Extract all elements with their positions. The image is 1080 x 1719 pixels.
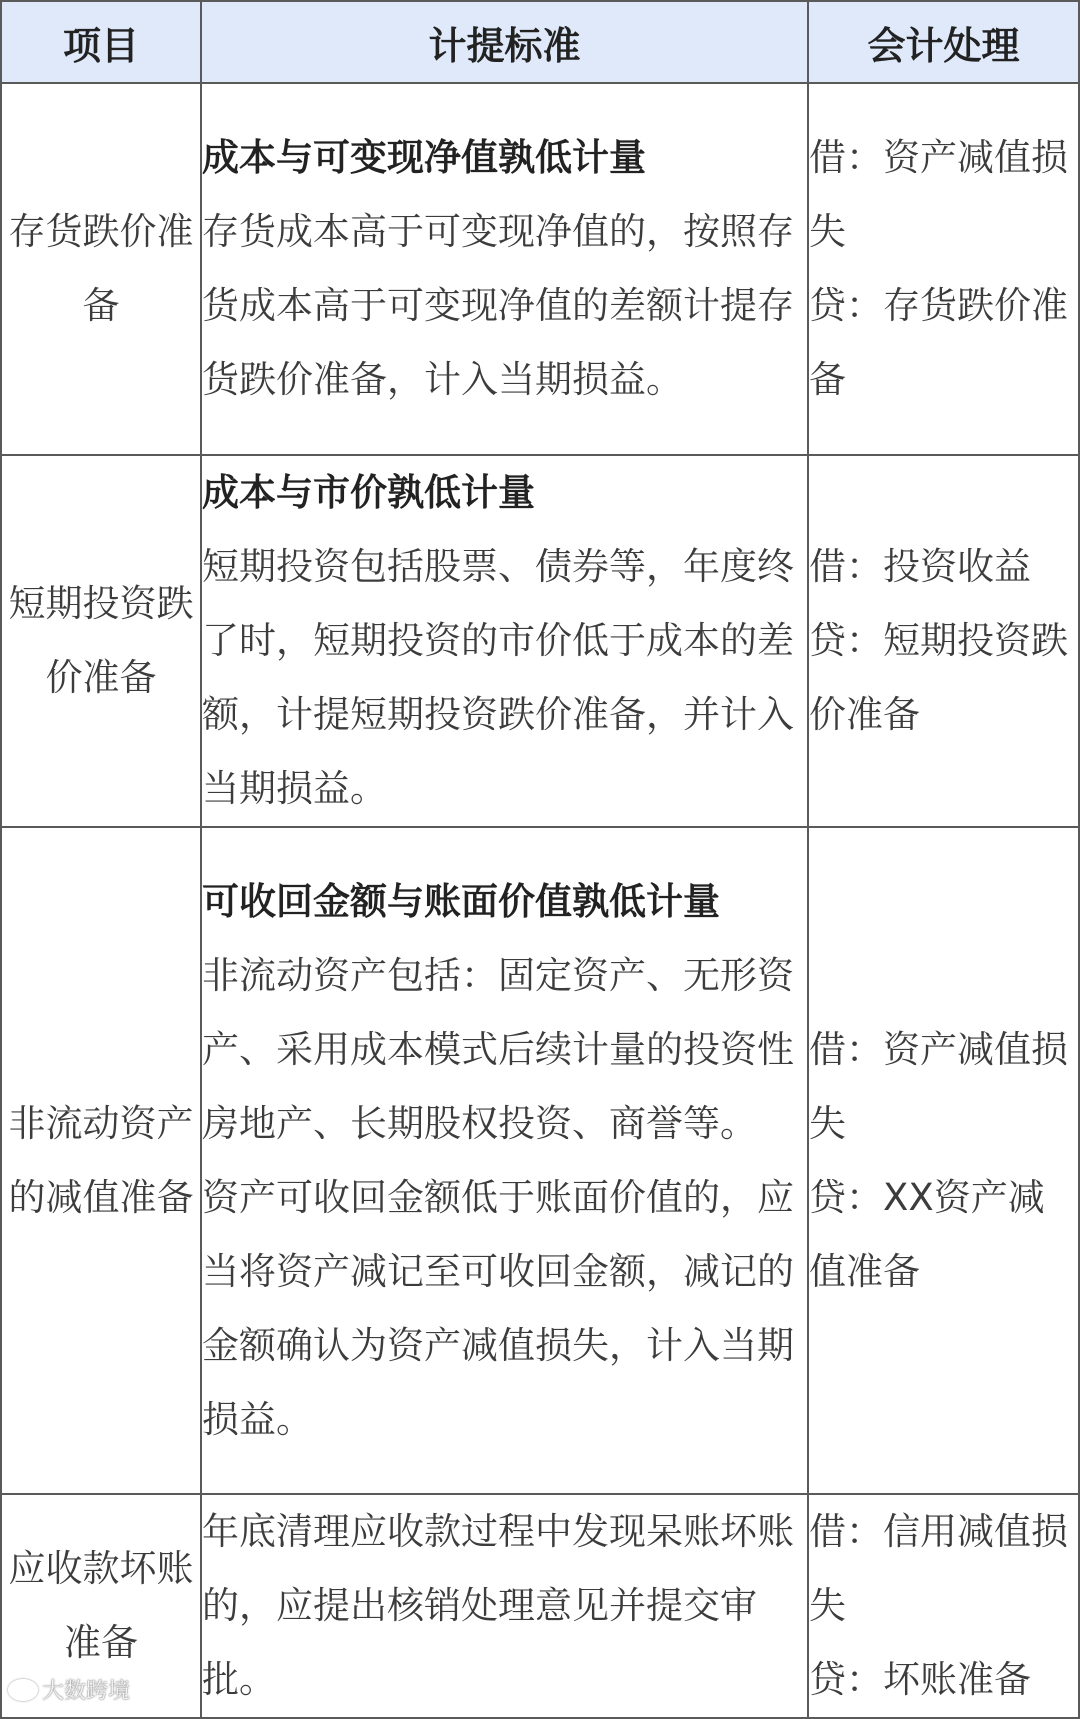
watermark [8,1674,130,1705]
standard-title: 成本与可变现净值孰低计量 [202,136,646,179]
credit-entry: 贷：存货跌价准备 [809,284,1068,401]
credit-entry: 贷：坏账准备 [809,1658,1031,1701]
debit-entry: 借：资产减值损失 [809,1027,1068,1145]
item-cell: 存货跌价准备 [1,83,201,455]
credit-entry: 贷：XX资产减值准备 [809,1175,1045,1293]
credit-entry: 贷：短期投资跌价准备 [809,619,1068,736]
logo-icon [8,1679,38,1701]
header-standard: 计提标准 [201,1,808,83]
standard-paragraph: 存货成本高于可变现净值的，按照存货成本高于可变现净值的差额计提存货跌价准备，计入当期损益。 [202,210,794,401]
standard-title: 成本与市价孰低计量 [202,471,535,514]
debit-entry: 借：资产减值损失 [809,136,1068,253]
watermark-text: 大数跨境 [42,1679,131,1704]
standard-cell [201,455,808,827]
debit-entry: 借：信用减值损失 [809,1510,1068,1627]
standard-paragraph: 非流动资产包括：固定资产、无形资产、采用成本模式后续计量的投资性房地产、长期股权投资、商誉等。 [202,953,794,1145]
header-row [1,1,1079,83]
standard-title: 可收回金额与账面价值孰低计量 [202,879,720,923]
table-row [1,83,1079,455]
header-item: 项目 [1,1,201,83]
standard-cell [201,83,808,455]
table-row [1,827,1079,1494]
standard-cell [201,1494,808,1718]
accounting-cell [808,1494,1079,1718]
standard-paragraph: 资产可收回金额低于账面价值的，应当将资产减记至可收回金额，减记的金额确认为资产减值损失，计入当期损益。 [202,1175,794,1441]
standard-paragraph: 短期投资包括股票、债券等，年度终了时，短期投资的市价低于成本的差额，计提短期投资跌价准备，并计入当期损益。 [202,545,794,810]
accounting-cell [808,827,1079,1494]
item-cell: 非流动资产的减值准备 [1,827,201,1494]
standard-cell [201,827,808,1494]
table-row [1,1494,1079,1718]
item-cell: 应收款坏账准备 [1,1494,201,1718]
header-accounting: 会计处理 [808,1,1079,83]
standard-paragraph: 年底清理应收款过程中发现呆账坏账的，应提出核销处理意见并提交审批。 [202,1510,794,1701]
accounting-cell [808,83,1079,455]
item-cell: 短期投资跌价准备 [1,455,201,827]
table-row [1,455,1079,827]
accounting-cell [808,455,1079,827]
debit-entry: 借：投资收益 [809,545,1031,588]
